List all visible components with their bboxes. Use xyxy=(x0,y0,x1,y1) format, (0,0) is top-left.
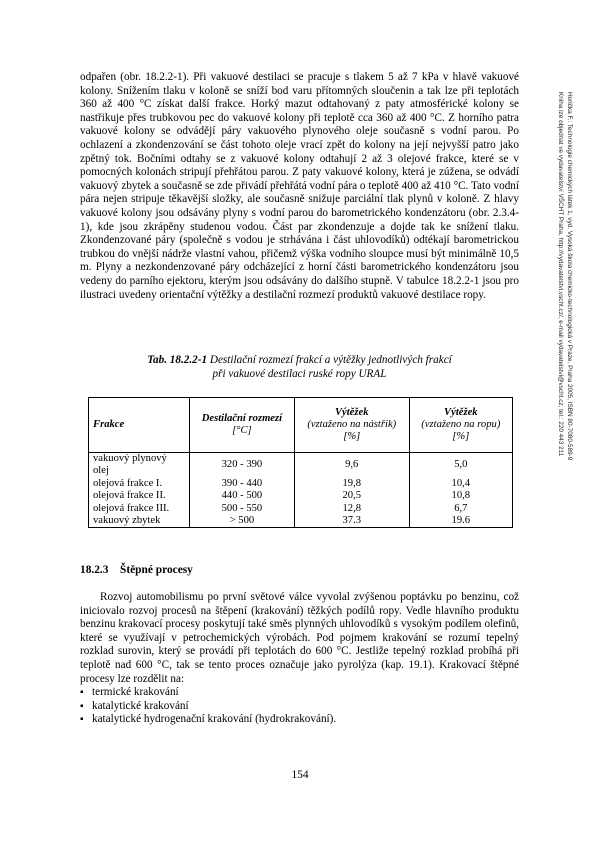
table-header-row xyxy=(89,398,513,453)
section-body xyxy=(80,591,519,727)
header-yield-crude xyxy=(409,398,512,453)
page-number: 154 xyxy=(291,769,309,781)
header-yield-feed-unit: [%] xyxy=(343,431,361,442)
list-item-text: termické krakování xyxy=(92,686,179,699)
header-yield-feed-title: Výtěžek xyxy=(334,407,369,418)
header-yield-feed-sub: (vztaženo na nástřik) xyxy=(307,419,397,430)
cell-yield-feed: 9,6 xyxy=(294,453,409,478)
header-yield-crude-sub: (vztaženo na ropu) xyxy=(421,419,501,430)
cell-fraction: olejová frakce III. xyxy=(89,503,190,515)
cell-yield-feed: 12,8 xyxy=(294,503,409,515)
side-note-line-1: Horička F.: Technologie chemických látek 1, vyd. Vysoká škola chemicko-technologická v Praze, Praha 2005, ISBN 80-7080-589-9 xyxy=(566,92,573,461)
cell-yield-feed: 37.3 xyxy=(294,515,409,528)
table-row xyxy=(89,478,513,490)
list-item-text: katalytické hydrogenační krakování (hydrokrakování). xyxy=(92,713,337,726)
cell-fraction: vakuový plynový olej xyxy=(89,453,190,478)
cell-range: > 500 xyxy=(190,515,295,528)
header-fraction: Frakce xyxy=(89,398,190,453)
table-row xyxy=(89,503,513,515)
header-range-unit: [°C] xyxy=(232,425,252,436)
side-note-line-2: Kniha lze objednat ve vydavatelství VŠCHT Praha, http://vydavatelstvi.vscht.cz/, e-mail vydavatelstvi@vscht.cz, tel.: 220 443 211 xyxy=(557,92,564,457)
section-heading xyxy=(80,564,193,576)
cell-range: 320 - 390 xyxy=(190,453,295,478)
header-yield-crude-title: Výtěžek xyxy=(444,407,478,418)
header-range xyxy=(190,398,295,453)
cell-yield-crude: 5,0 xyxy=(409,453,512,478)
caption-text-1: Destilační rozmezí frakcí a výtěžky jednotlivých frakcí xyxy=(209,354,452,366)
side-note xyxy=(534,92,574,562)
list-item-text: katalytické krakování xyxy=(92,699,189,712)
cell-yield-crude: 10,4 xyxy=(409,478,512,490)
paragraph-text: odpařen (obr. 18.2.2-1). Při vakuové destilaci se pracuje s tlakem 5 až 7 kPa v hlavě vakuové kolony. Snížením tlaku v koloně se sníží bod varu přítomných sloučenin a tak lze při teplotách 360 až 400 °C získat další frakce. Horký mazut odtahovaný z paty atmosférické kolony se nastřikuje přes trubkovou pec do vakuové kolony při teplotě cca 360 až 400 °C. Z horního patra vakuové kolony se odvádějí páry vakuového plynového oleje současně s vodní parou. Po ochlazení a zkondenzování se část tohoto oleje vrací zpět do kolony na její nejvyšší patro jako zpětný tok. Bočními odtahy se z vakuové kolony odtahují 2 až 3 olejové frakce, které se v pomocných kolonách stripují přehřátou parou. Z paty vakuové kolony, která je zúžena, se odvádí vakuový zbytek a současně se zde přivádí přehřátá vodní pára o teplotě 400 až 410 °C. Tato vodní pára nejen stripuje těkavější složky, ale současně snižuje parciální tlak plynů v koloně. Z hlavy vakuové kolony jsou odsávány plyny s vodní parou do barometrického kondenzátoru (obr. 2.3.4-1), kde jsou zkrápěny studenou vodou. Část par zkondenzuje a dojde tak ke snížení tlaku. Zkondenzované páry (společně s vodou je strhávána i část uhlovodíků) odtékají barometrickou trubkou do vnější nádrže vlastní vahou, přičemž výška vodního sloupce musí být minimálně 10,5 m. Plyny a nezkondenzované páry odcházející z horní části barometrického kondenzátoru jsou vedeny do parního ejektoru, kterým jsou odsávány do dalšího stupně. V tabulce 18.2.2-1 jsou pro ilustraci uvedeny orientační výtěžky a destilační rozmezí produktů vakuové destilace ropy. xyxy=(80,71,519,301)
cell-yield-crude: 6,7 xyxy=(409,503,512,515)
section-number: 18.2.3 xyxy=(80,564,109,576)
cell-yield-crude: 19.6 xyxy=(409,515,512,528)
bullet-icon: ▪ xyxy=(80,687,84,699)
cell-range: 390 - 440 xyxy=(190,478,295,490)
cell-yield-feed: 19,8 xyxy=(294,478,409,490)
cell-fraction: olejová frakce II. xyxy=(89,490,190,502)
caption-number: Tab. 18.2.2-1 xyxy=(147,354,208,366)
bullet-icon: ▪ xyxy=(80,714,84,726)
intro-paragraph xyxy=(80,71,519,302)
table-row xyxy=(89,515,513,528)
bullet-icon: ▪ xyxy=(80,700,84,712)
header-yield-feed xyxy=(294,398,409,453)
cell-fraction: olejová frakce I. xyxy=(89,478,190,490)
list-item xyxy=(80,713,519,727)
section-title: Štěpné procesy xyxy=(120,564,193,576)
table-row xyxy=(89,453,513,478)
header-yield-crude-unit: [%] xyxy=(452,431,470,442)
fractions-table xyxy=(88,397,513,528)
paragraph-text: Rozvoj automobilismu po první světové válce vyvolal zvýšenou poptávku po benzinu, což iniciovalo rozvoj procesů na štěpení (krakování) těžkých podílů ropy. Vedle hlavního produktu benzinu krakovací procesy poskytují také směs plynných uhlovodíků s vysokým podílem olefinů, které se využívají v petrochemických výrobách. Pod pojmem krakování se rozumí tepelný rozklad surovin, který se provádí při teplotách do 600 °C. Jestliže tepelný rozklad probíhá při teplotě nad 600 °C, tak se tento proces označuje jako pyrolýza (kap. 19.1). Krakovací štěpné procesy lze rozdělit na: xyxy=(80,591,519,685)
process-list xyxy=(80,686,519,727)
cell-fraction: vakuový zbytek xyxy=(89,515,190,528)
cell-range: 440 - 500 xyxy=(190,490,295,502)
cell-yield-feed: 20,5 xyxy=(294,490,409,502)
caption-text-2: při vakuové destilaci ruské ropy URAL xyxy=(212,367,387,380)
table-row xyxy=(89,490,513,502)
cell-yield-crude: 10,8 xyxy=(409,490,512,502)
list-item xyxy=(80,686,519,700)
table-caption xyxy=(80,354,519,381)
cell-range: 500 - 550 xyxy=(190,503,295,515)
caption-line-1 xyxy=(80,354,519,368)
header-range-title: Destilační rozmezí xyxy=(201,413,283,424)
list-item xyxy=(80,700,519,714)
